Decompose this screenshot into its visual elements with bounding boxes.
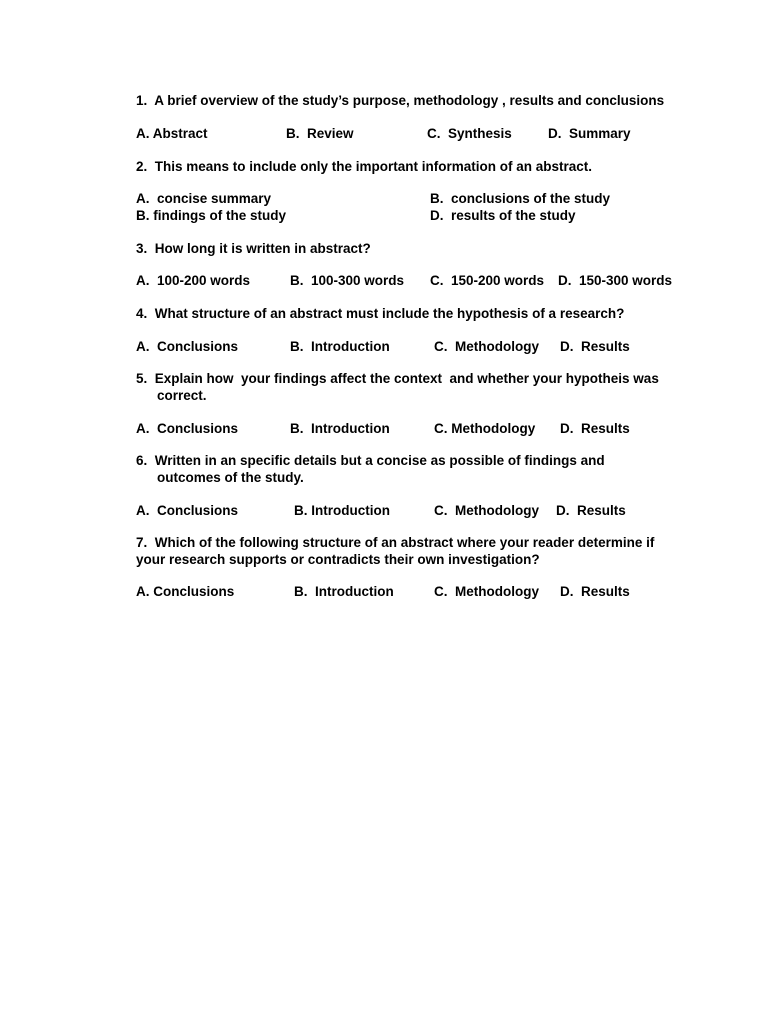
question-3-option-c: C. 150-200 words xyxy=(430,273,545,288)
question-6-option-a: A. Conclusions xyxy=(136,503,239,518)
question-1-option-b: B. Review xyxy=(286,126,354,141)
question-5-option-d: D. Results xyxy=(560,421,630,436)
question-7-text: 7. Which of the following structure of an abstract where your reader determine if xyxy=(136,535,655,550)
question-5-option-a: A. Conclusions xyxy=(136,421,239,436)
question-7-option-d: D. Results xyxy=(560,584,630,599)
question-6-text: 6. Written in an specific details but a concise as possible of findings and xyxy=(136,453,605,468)
question-5-text: 5. Explain how your findings affect the context and whether your hypotheis was xyxy=(136,371,659,386)
question-2-text: 2. This means to include only the important information of an abstract. xyxy=(136,159,593,174)
question-1-text: 1. A brief overview of the study’s purpose, methodology , results and conclusions xyxy=(136,93,665,108)
question-2-option-d: D. results of the study xyxy=(430,208,576,223)
question-5-option-b: B. Introduction xyxy=(290,421,390,436)
question-6-text-cont: outcomes of the study. xyxy=(157,470,304,485)
question-5-text-cont: correct. xyxy=(157,388,207,403)
question-6-option-c: C. Methodology xyxy=(434,503,539,518)
question-6-option-b: B. Introduction xyxy=(294,503,390,518)
question-6-option-d: D. Results xyxy=(556,503,626,518)
question-4-option-a: A. Conclusions xyxy=(136,339,239,354)
question-1-option-a: A. Abstract xyxy=(136,126,208,141)
question-7-option-c: C. Methodology xyxy=(434,584,539,599)
question-4-option-d: D. Results xyxy=(560,339,630,354)
question-2-option-a: A. concise summary xyxy=(136,191,272,206)
question-2-option-b-alt: B. findings of the study xyxy=(136,208,286,223)
question-7-text-cont: your research supports or contradicts their own investigation? xyxy=(136,552,540,567)
question-7-option-a: A. Conclusions xyxy=(136,584,235,599)
question-3-option-b: B. 100-300 words xyxy=(290,273,405,288)
question-1-option-c: C. Synthesis xyxy=(427,126,512,141)
question-1-option-d: D. Summary xyxy=(548,126,631,141)
question-5-option-c: C. Methodology xyxy=(434,421,536,436)
question-7-option-b: B. Introduction xyxy=(294,584,394,599)
question-3-text: 3. How long it is written in abstract? xyxy=(136,241,371,256)
question-2-option-b: B. conclusions of the study xyxy=(430,191,611,206)
question-4-option-b: B. Introduction xyxy=(290,339,390,354)
question-3-option-a: A. 100-200 words xyxy=(136,273,251,288)
question-4-text: 4. What structure of an abstract must include the hypothesis of a research? xyxy=(136,306,625,321)
question-3-option-d: D. 150-300 words xyxy=(558,273,673,288)
question-4-option-c: C. Methodology xyxy=(434,339,539,354)
